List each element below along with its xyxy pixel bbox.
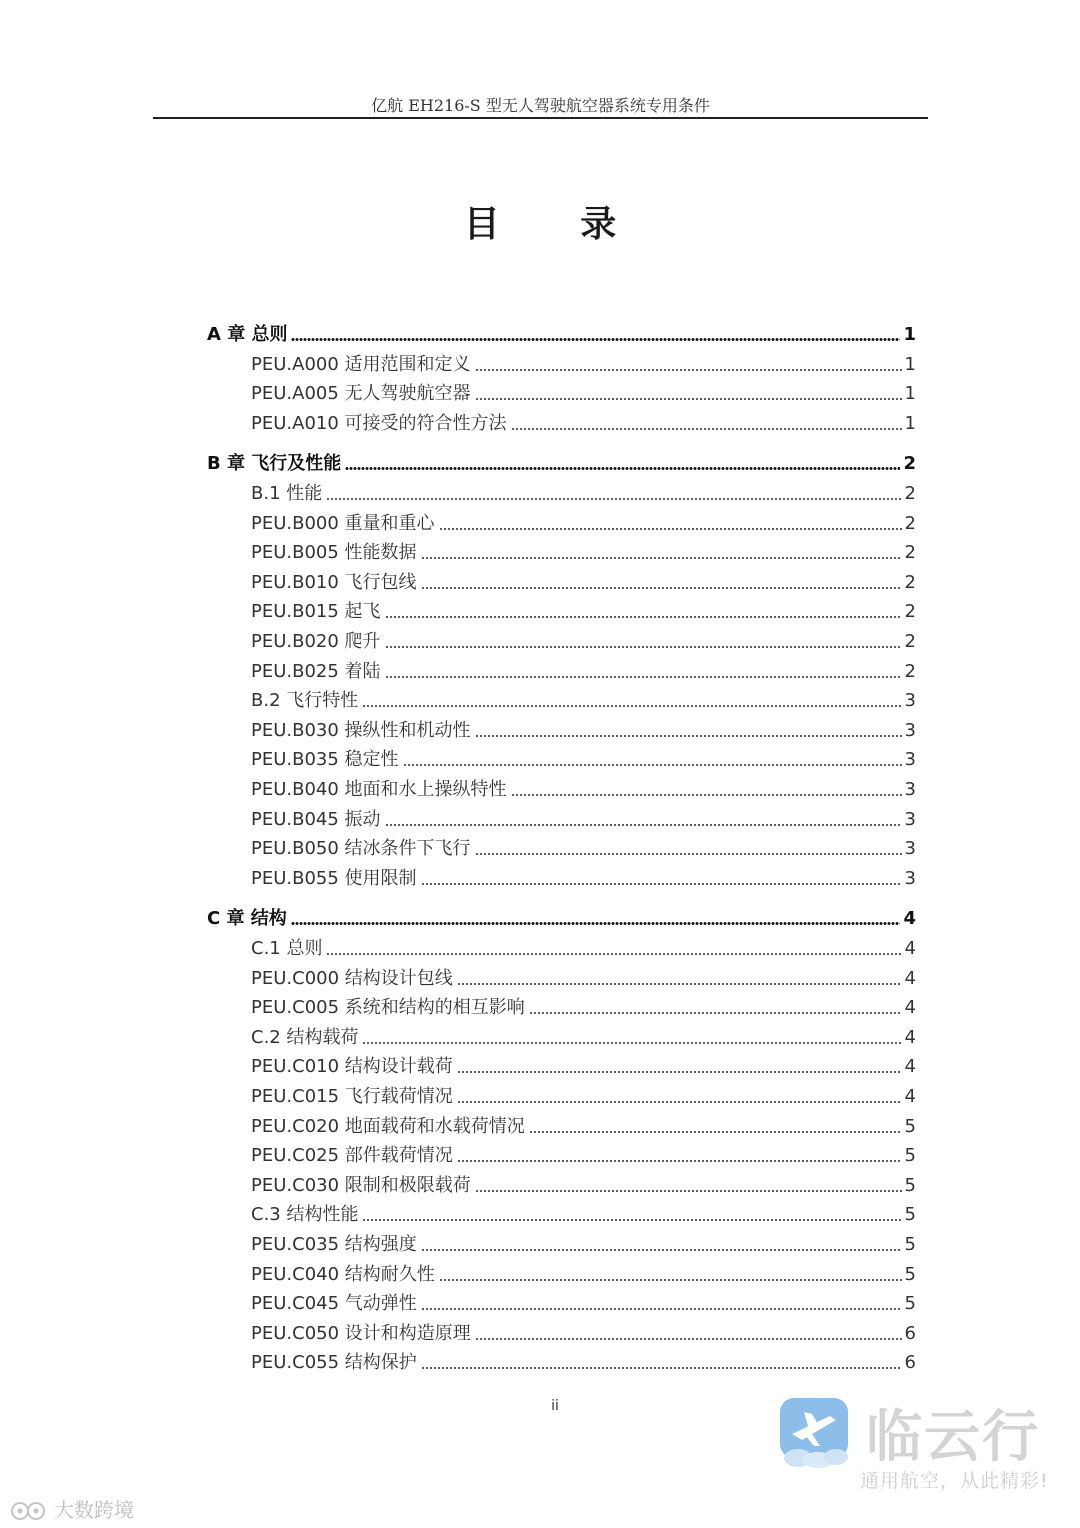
toc-label: PEU.C045 气动弹性 <box>251 1293 417 1314</box>
toc-page-number: 4 <box>904 997 916 1018</box>
toc-page-number: 3 <box>904 809 916 830</box>
toc-label: PEU.C040 结构耐久性 <box>251 1264 435 1285</box>
toc-page-number: 2 <box>903 453 916 474</box>
toc-page-number: 2 <box>904 631 916 652</box>
toc-page-number: 1 <box>904 354 916 375</box>
watermark-left-text: 大数跨境 <box>54 1498 134 1522</box>
toc-label: B 章 飞行及性能 <box>207 453 342 474</box>
dot-leader <box>362 1219 901 1221</box>
dot-leader <box>362 1042 901 1044</box>
toc-page-number: 2 <box>904 661 916 682</box>
toc-label: PEU.A005 无人驾驶航空器 <box>251 383 471 404</box>
dot-leader <box>362 705 901 707</box>
dot-leader <box>385 616 902 618</box>
dot-leader <box>457 1160 902 1162</box>
page-title: 目 录 <box>463 203 651 245</box>
toc-page-number: 4 <box>904 1056 916 1077</box>
toc-page-number: 4 <box>903 908 916 929</box>
toc-label: A 章 总则 <box>207 324 288 345</box>
toc-label: C.2 结构载荷 <box>251 1027 359 1048</box>
toc-page-number: 3 <box>904 838 916 859</box>
toc-entry-row[interactable] <box>251 777 916 801</box>
toc-label: PEU.C005 系统和结构的相互影响 <box>251 997 525 1018</box>
dot-leader <box>345 467 900 470</box>
toc-entry-row[interactable] <box>251 1262 916 1286</box>
toc-label: PEU.A000 适用范围和定义 <box>251 354 471 375</box>
toc-page-number: 2 <box>904 542 916 563</box>
toc-label: PEU.B000 重量和重心 <box>251 513 435 534</box>
dot-leader <box>475 398 902 400</box>
toc-entry-row[interactable] <box>251 1025 916 1049</box>
dot-leader <box>457 983 902 985</box>
dot-leader <box>439 1279 902 1281</box>
toc-entry-row[interactable] <box>251 1350 916 1374</box>
toc-label: PEU.C010 结构设计载荷 <box>251 1056 453 1077</box>
dot-leader <box>421 1367 902 1369</box>
toc-page-number: 5 <box>904 1145 916 1166</box>
toc-page-number: 1 <box>904 383 916 404</box>
toc-page-number: 3 <box>904 868 916 889</box>
dot-leader <box>385 646 902 648</box>
toc-label: C 章 结构 <box>207 908 287 929</box>
toc-label: PEU.C025 部件载荷情况 <box>251 1145 453 1166</box>
toc-label: PEU.B035 稳定性 <box>251 749 399 770</box>
toc-entry-row[interactable] <box>251 659 916 683</box>
toc-entry-row[interactable] <box>251 936 916 960</box>
dot-leader <box>457 1071 902 1073</box>
toc-page-number: 3 <box>904 720 916 741</box>
toc-page-number: 5 <box>904 1293 916 1314</box>
toc-label: PEU.C030 限制和极限载荷 <box>251 1175 471 1196</box>
toc-page-number: 3 <box>904 779 916 800</box>
toc-label: PEU.C020 地面载荷和水载荷情况 <box>251 1116 525 1137</box>
toc-entry-row[interactable] <box>251 1291 916 1315</box>
toc-page-number: 5 <box>904 1116 916 1137</box>
toc-page-number: 4 <box>904 1086 916 1107</box>
toc-entry-row[interactable] <box>251 866 916 890</box>
toc-entry-row[interactable] <box>251 1084 916 1108</box>
toc-label: PEU.B005 性能数据 <box>251 542 417 563</box>
toc-label: PEU.B030 操纵性和机动性 <box>251 720 471 741</box>
toc-entry-row[interactable] <box>251 995 916 1019</box>
toc-entry-row[interactable] <box>251 1202 916 1226</box>
dot-leader <box>529 1012 902 1014</box>
header-rule <box>153 117 928 119</box>
dot-leader <box>421 557 902 559</box>
toc-entry-row[interactable] <box>251 1114 916 1138</box>
toc-page-number: 2 <box>904 572 916 593</box>
toc-page-number: 5 <box>904 1234 916 1255</box>
toc-entry-row[interactable] <box>251 381 916 405</box>
toc-label: PEU.B050 结冰条件下飞行 <box>251 838 471 859</box>
toc-entry-row[interactable] <box>251 629 916 653</box>
toc-entry-row[interactable] <box>251 1054 916 1078</box>
toc-page-number: 2 <box>904 601 916 622</box>
toc-label: PEU.B045 振动 <box>251 809 381 830</box>
watermark-brand: 临云行 <box>866 1405 1040 1470</box>
toc-page-number: 4 <box>904 968 916 989</box>
watermark-slogan: 通用航空，从此精彩! <box>860 1470 1049 1492</box>
toc-page-number: 5 <box>904 1175 916 1196</box>
toc-page-number: 4 <box>904 1027 916 1048</box>
dot-leader <box>529 1131 902 1133</box>
toc-page-number: 5 <box>904 1204 916 1225</box>
toc-entry-row[interactable] <box>251 570 916 594</box>
toc-entry-row[interactable] <box>251 1143 916 1167</box>
dot-leader <box>385 676 902 678</box>
toc-page-number: 2 <box>904 483 916 504</box>
dot-leader <box>326 498 901 500</box>
toc-chapter-row[interactable] <box>207 451 916 475</box>
toc-entry-row[interactable] <box>251 1232 916 1256</box>
toc-entry-row[interactable] <box>251 540 916 564</box>
toc-page-number: 6 <box>904 1323 916 1344</box>
toc-page-number: 1 <box>904 413 916 434</box>
dot-leader <box>475 853 902 855</box>
toc-label: PEU.B055 使用限制 <box>251 868 417 889</box>
toc-label: B.1 性能 <box>251 483 323 504</box>
toc-label: PEU.C015 飞行载荷情况 <box>251 1086 453 1107</box>
dot-leader <box>421 1249 902 1251</box>
toc-page-number: 3 <box>904 749 916 770</box>
toc-page-number: 5 <box>904 1264 916 1285</box>
toc-entry-row[interactable] <box>251 511 916 535</box>
page-number: ii <box>551 1398 559 1414</box>
toc-entry-row[interactable] <box>251 836 916 860</box>
dot-leader <box>291 338 900 341</box>
toc-label: PEU.B010 飞行包线 <box>251 572 417 593</box>
airplane-logo-icon <box>778 1396 850 1468</box>
dot-leader <box>385 824 902 826</box>
toc-page-number: 2 <box>904 513 916 534</box>
dot-leader <box>421 587 902 589</box>
running-header: 亿航 EH216-S 型无人驾驶航空器系统专用条件 <box>371 96 710 115</box>
toc-page-number: 3 <box>904 690 916 711</box>
toc-label: PEU.C055 结构保护 <box>251 1352 417 1373</box>
toc-label: C.3 结构性能 <box>251 1204 359 1225</box>
toc-chapter-row[interactable] <box>207 906 916 930</box>
toc-entry-row[interactable] <box>251 1173 916 1197</box>
toc-entry-row[interactable] <box>251 688 916 712</box>
toc-entry-row[interactable] <box>251 747 916 771</box>
toc-label: PEU.B025 着陆 <box>251 661 381 682</box>
toc-page-number: 1 <box>903 324 916 345</box>
dot-leader <box>326 953 901 955</box>
toc-label: PEU.C000 结构设计包线 <box>251 968 453 989</box>
toc-entry-row[interactable] <box>251 1321 916 1345</box>
dot-leader <box>457 1101 902 1103</box>
dot-leader <box>439 528 902 530</box>
dot-leader <box>475 1338 902 1340</box>
weibo-icon <box>10 1498 50 1520</box>
toc-entry-row[interactable] <box>251 411 916 435</box>
toc-label: PEU.A010 可接受的符合性方法 <box>251 413 507 434</box>
toc-label: B.2 飞行特性 <box>251 690 359 711</box>
toc-label: PEU.B015 起飞 <box>251 601 381 622</box>
dot-leader <box>511 428 902 430</box>
toc-label: PEU.B020 爬升 <box>251 631 381 652</box>
dot-leader <box>421 1308 902 1310</box>
dot-leader <box>475 369 902 371</box>
toc-entry-row[interactable] <box>251 807 916 831</box>
toc-label: PEU.B040 地面和水上操纵特性 <box>251 779 507 800</box>
toc-chapter-row[interactable] <box>207 322 916 346</box>
dot-leader <box>475 1190 902 1192</box>
toc-page-number: 6 <box>904 1352 916 1373</box>
toc-entry-row[interactable] <box>251 481 916 505</box>
toc-entry-row[interactable] <box>251 352 916 376</box>
toc-entry-row[interactable] <box>251 718 916 742</box>
watermark-left <box>10 1494 134 1523</box>
toc-page-number: 4 <box>904 938 916 959</box>
toc-entry-row[interactable] <box>251 599 916 623</box>
dot-leader <box>403 764 902 766</box>
toc-label: PEU.C050 设计和构造原理 <box>251 1323 471 1344</box>
dot-leader <box>421 883 902 885</box>
dot-leader <box>511 794 902 796</box>
toc-label: C.1 总则 <box>251 938 323 959</box>
toc-entry-row[interactable] <box>251 966 916 990</box>
dot-leader <box>291 922 901 925</box>
dot-leader <box>475 735 902 737</box>
toc-label: PEU.C035 结构强度 <box>251 1234 417 1255</box>
